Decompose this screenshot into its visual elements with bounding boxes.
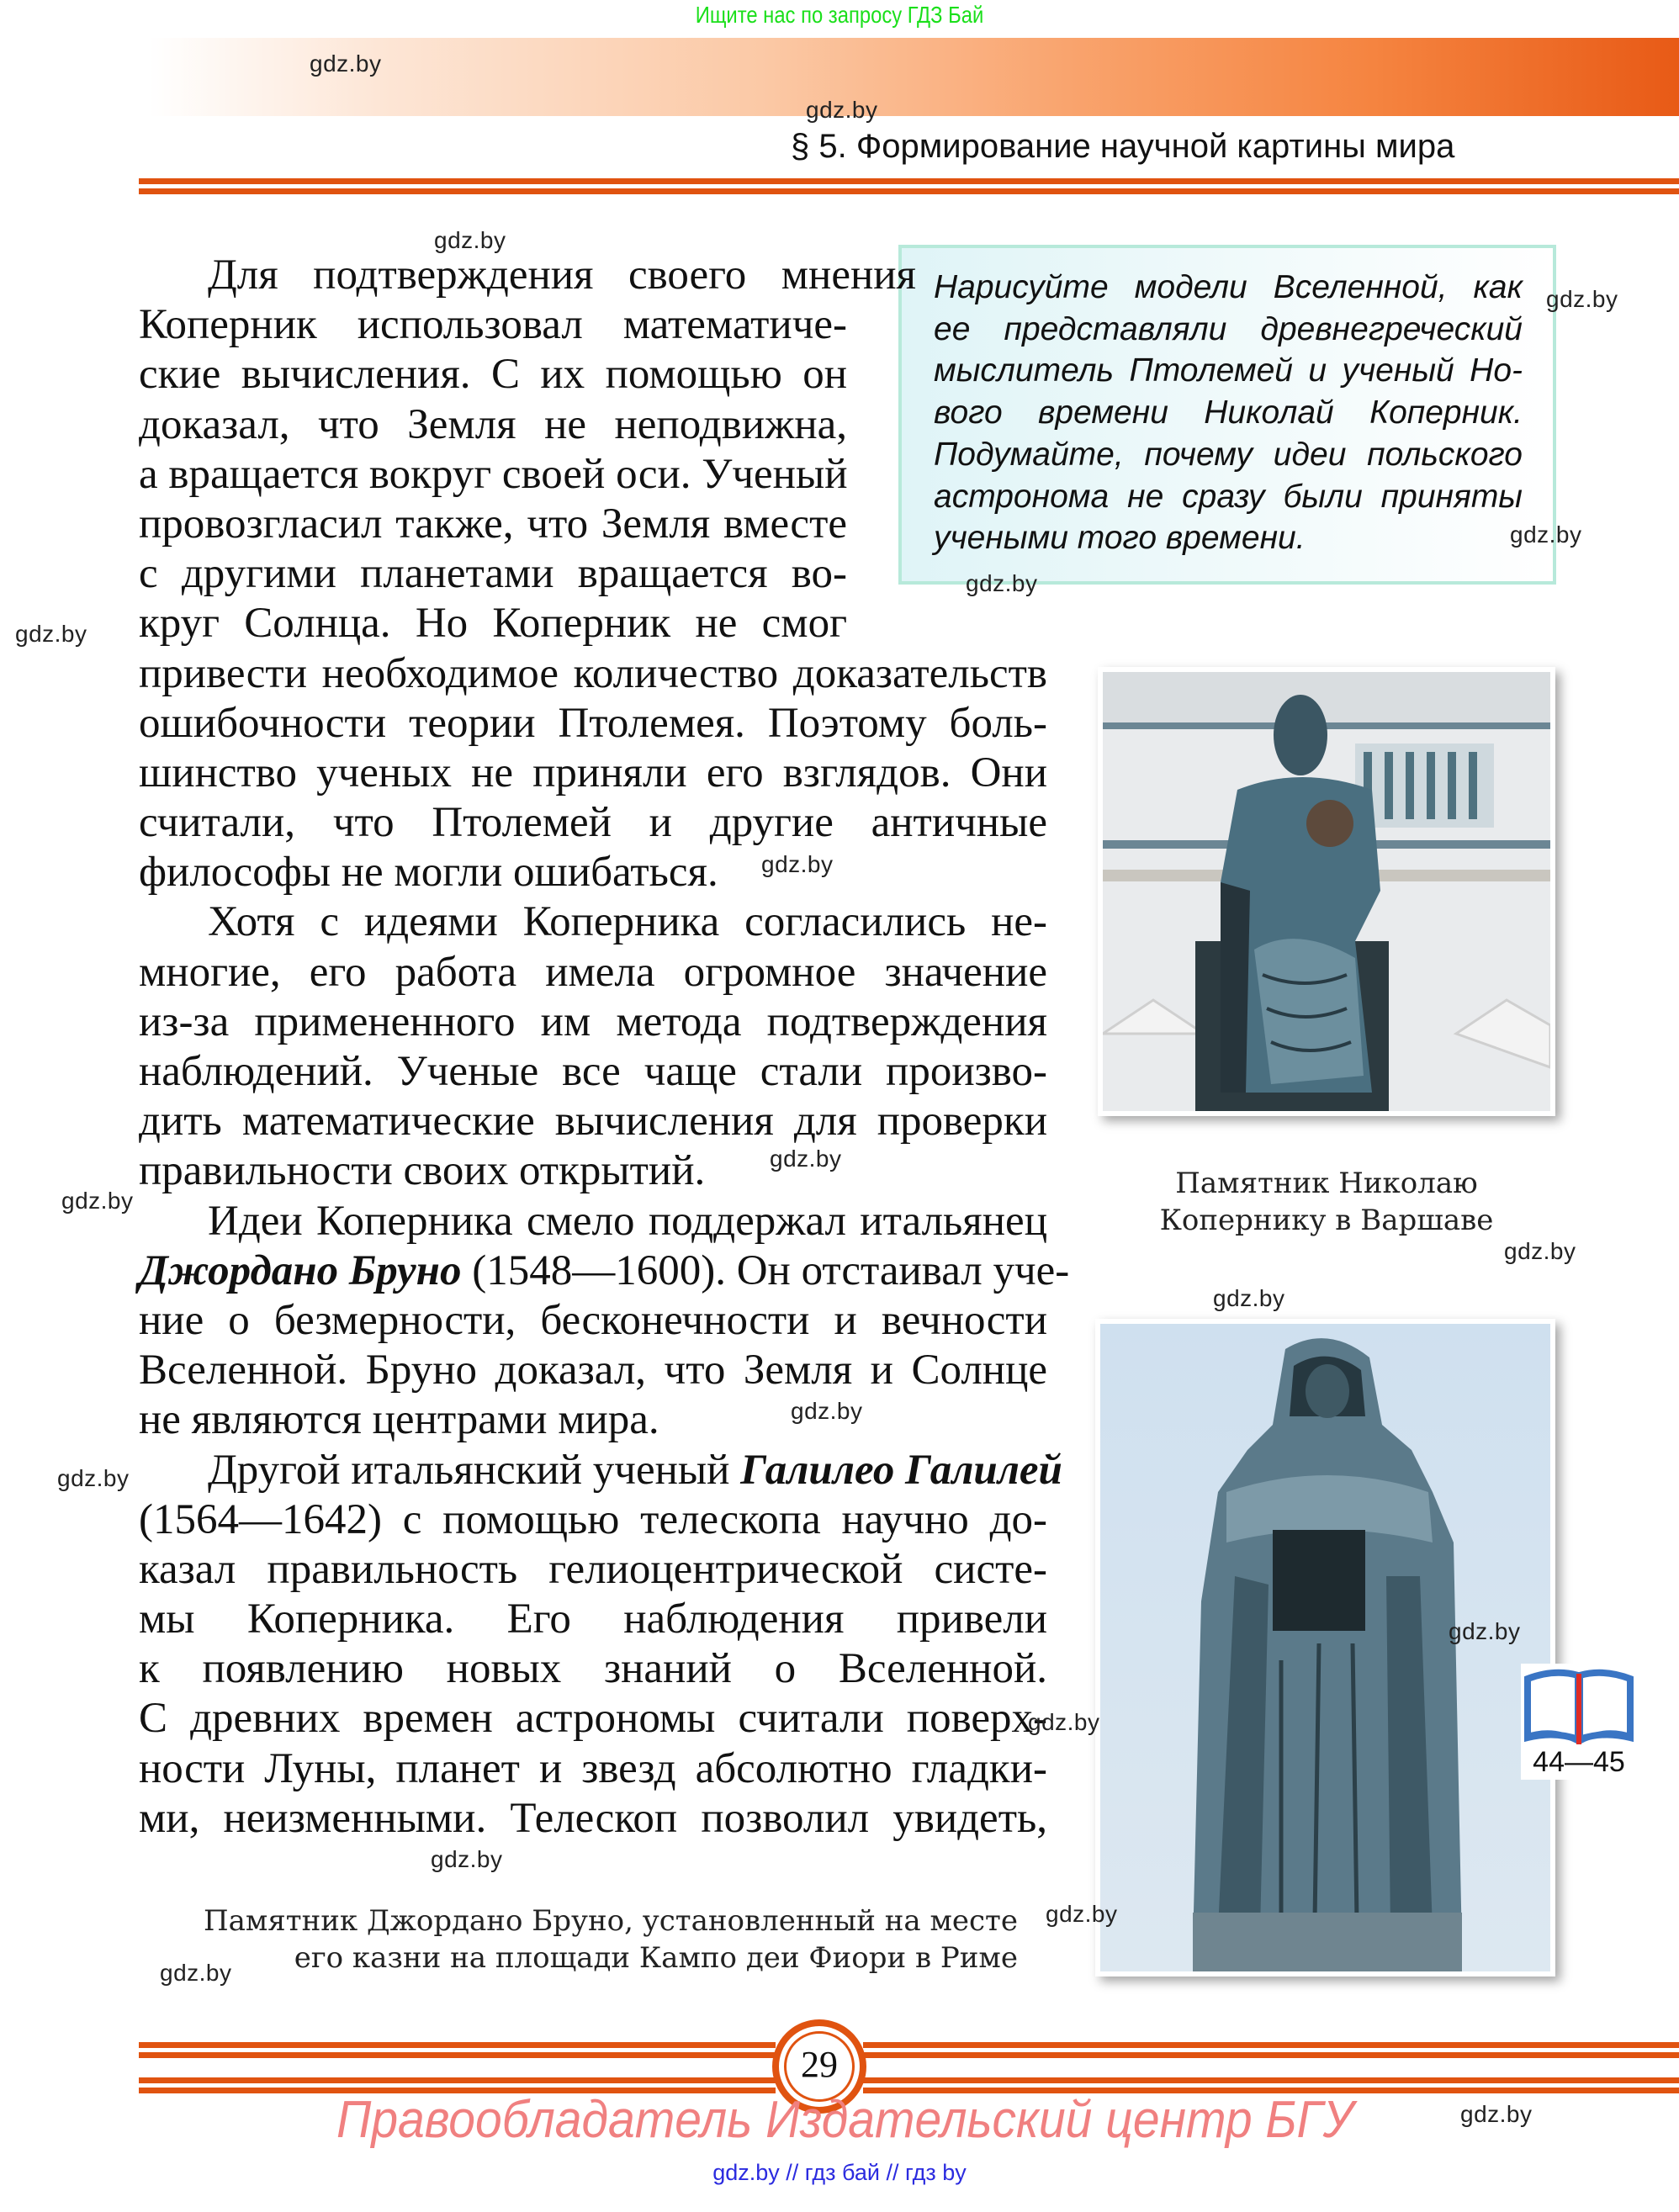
body-line-text: С древних времен астрономы считали поверх- [139, 1695, 1047, 1743]
copernicus-statue-image [1103, 672, 1550, 1111]
body-line-text: шинство ученых не приняли его взглядов. Они [139, 749, 1047, 796]
watermark: gdz.by [1546, 286, 1618, 312]
caption-line: Памятник Николаю [1175, 1167, 1478, 1200]
body-line-text: а вращается вокруг своей оси. Ученый [139, 450, 848, 498]
watermark: gdz.by [1510, 521, 1582, 548]
body-line-text: Коперник использовал математиче- [139, 301, 847, 349]
bruno-photo [1095, 1319, 1555, 1977]
body-line-text: к появлению новых знаний о Вселенной. [139, 1645, 1047, 1693]
body-line [139, 599, 847, 648]
body-line-text: ми, неизменными. Телескоп позволил увидеть, [139, 1794, 1047, 1842]
body-line [139, 1446, 1062, 1495]
body-line [139, 1595, 1047, 1644]
body-line-text: мы Коперника. Его наблюдения привели [139, 1595, 1047, 1643]
body-line-text: провозгласил также, что Земля вместе [139, 500, 847, 548]
body-line [139, 1694, 1047, 1744]
body-line-text: Для подтверждения своего мнения [208, 251, 916, 299]
task-line: ее представляли древнегреческий [934, 310, 1523, 347]
top-notice: Ищите нас по запросу ГДЗ Бай [695, 2, 984, 28]
body-line [139, 350, 847, 400]
body-line-text: Идеи Коперника смело поддержал итальянец [208, 1197, 1047, 1245]
body-line-text: ние о безмерности, бесконечности и вечности [139, 1296, 1047, 1344]
body-line [139, 1495, 1047, 1545]
body-line-text: (1564—1642) с помощью телескопа научно до- [139, 1495, 1047, 1543]
body-line [139, 1644, 1047, 1694]
copernicus-caption [1098, 1165, 1555, 1239]
body-line-text: Вселенной. Бруно доказал, что Земля и Солнце [139, 1347, 1047, 1394]
caption-line: Копернику в Варшаве [1159, 1204, 1494, 1237]
body-line-text: правильности своих открытий. [139, 1147, 706, 1195]
body-line-text: Другой итальянский ученый [208, 1446, 741, 1494]
watermark: gdz.by [1449, 1618, 1521, 1644]
watermark: gdz.by [431, 1846, 503, 1872]
watermark: gdz.by [1046, 1901, 1118, 1927]
body-line [139, 699, 1047, 749]
page-reference[interactable] [1521, 1664, 1637, 1780]
body-line [139, 251, 916, 300]
body-line [139, 998, 1047, 1047]
body-line [139, 1246, 1070, 1296]
header-stripe-1 [139, 178, 1679, 184]
body-line [139, 749, 1047, 798]
caption-line: Памятник Джордано Бруно, установленный на месте [203, 1904, 1018, 1938]
body-line [139, 1395, 1047, 1445]
footer-stripe-1-left [139, 2042, 776, 2048]
bruno-statue-image [1100, 1324, 1550, 1971]
body-line [139, 1097, 1047, 1146]
footer-stripe-3-left [139, 2077, 776, 2083]
task-line: астронома не сразу были приняты [934, 478, 1523, 515]
page-number: 29 [801, 2044, 838, 2085]
body-line-text: считали, что Птолемей и другие античные [139, 799, 1047, 847]
reference-pages: 44—45 [1533, 1746, 1625, 1778]
body-line [139, 1197, 1047, 1246]
copyright-notice: Правообладатель Издательский центр БГУ [336, 2091, 1354, 2149]
body-line [139, 500, 847, 549]
body-line-text: (1548—1600). Он отстаивал уче- [461, 1246, 1070, 1294]
body-line-text: ские вычисления. С их помощью он [139, 351, 847, 399]
body-line-text: доказал, что Земля не неподвижна, [139, 400, 847, 448]
watermark: gdz.by [806, 97, 878, 123]
body-line-text: Хотя с идеями Коперника согласились не- [208, 898, 1047, 946]
body-line [139, 1146, 1047, 1196]
body-line-text: многие, его работа имела огромное значение [139, 948, 1047, 996]
watermark: gdz.by [761, 851, 834, 877]
body-line-text: круг Солнца. Но Коперник не смог [139, 600, 847, 648]
watermark: gdz.by [15, 621, 87, 647]
watermark: gdz.by [1504, 1238, 1576, 1264]
body-line [139, 300, 847, 350]
body-line-text: привести необходимое количество доказательств [139, 649, 1047, 697]
footer-stripe-2-left [139, 2052, 776, 2058]
body-line [139, 848, 1047, 897]
task-line: мыслитель Птолемей и ученый Но- [934, 352, 1523, 389]
watermark: gdz.by [61, 1188, 134, 1214]
body-line-text: казал правильность гелиоцентрической систе- [139, 1545, 1047, 1593]
watermark: gdz.by [1028, 1709, 1100, 1735]
task-line: вого времени Николай Коперник. [934, 394, 1523, 431]
body-line [139, 1744, 1047, 1794]
caption-line: его казни на площади Кампо деи Фиори в Риме [294, 1941, 1018, 1975]
person-name: Джордано Бруно [139, 1246, 462, 1294]
open-book-icon [1521, 1664, 1637, 1748]
watermark: gdz.by [1213, 1285, 1285, 1311]
body-line [139, 649, 1047, 699]
body-line [139, 948, 1047, 998]
body-line [139, 400, 847, 450]
footer-stripe-3-right [863, 2077, 1679, 2083]
body-line-text: философы не могли ошибаться. [139, 849, 718, 897]
body-line [139, 1794, 1047, 1844]
section-title: § 5. Формирование научной картины мира [791, 128, 1455, 165]
footer-stripe-1-right [863, 2042, 1679, 2048]
body-line [139, 798, 1047, 848]
body-line-text: ности Луны, планет и звезд абсолютно гладки- [139, 1744, 1047, 1792]
watermark: gdz.by [791, 1398, 863, 1424]
body-line [139, 1346, 1047, 1395]
footer-stripe-2-right [863, 2052, 1679, 2058]
body-line [139, 549, 847, 599]
body-line-text: из-за примененного им метода подтверждения [139, 998, 1047, 1045]
watermark: gdz.by [434, 227, 506, 253]
task-line: учеными того времени. [934, 520, 1306, 557]
header-stripe-2 [139, 188, 1679, 194]
bruno-caption [168, 1902, 1018, 1977]
watermark: gdz.by [1460, 2101, 1533, 2127]
body-line [139, 1047, 1047, 1097]
task-line: Нарисуйте модели Вселенной, как [934, 269, 1523, 305]
body-line-text: ошибочности теории Птолемея. Поэтому боль- [139, 699, 1047, 747]
body-line [139, 1545, 1047, 1595]
copernicus-photo [1098, 667, 1555, 1116]
task-line: Подумайте, почему идеи польского [934, 436, 1523, 473]
body-line-text: не являются центрами мира. [139, 1396, 659, 1444]
footer-links[interactable]: gdz.by // гдз бай // гдз by [712, 2160, 967, 2185]
watermark: gdz.by [770, 1146, 842, 1172]
watermark: gdz.by [160, 1960, 232, 1986]
body-line [139, 1296, 1047, 1346]
watermark: gdz.by [966, 570, 1038, 596]
body-line-text: наблюдений. Ученые все чаще стали произво- [139, 1048, 1047, 1095]
body-line [139, 450, 847, 500]
person-name: Галилео Галилей [740, 1446, 1062, 1494]
watermark: gdz.by [57, 1465, 130, 1491]
body-line-text: дить математические вычисления для проверки [139, 1098, 1047, 1146]
body-line-text: с другими планетами вращается во- [139, 550, 847, 598]
body-line [139, 897, 1047, 947]
watermark: gdz.by [310, 50, 382, 77]
